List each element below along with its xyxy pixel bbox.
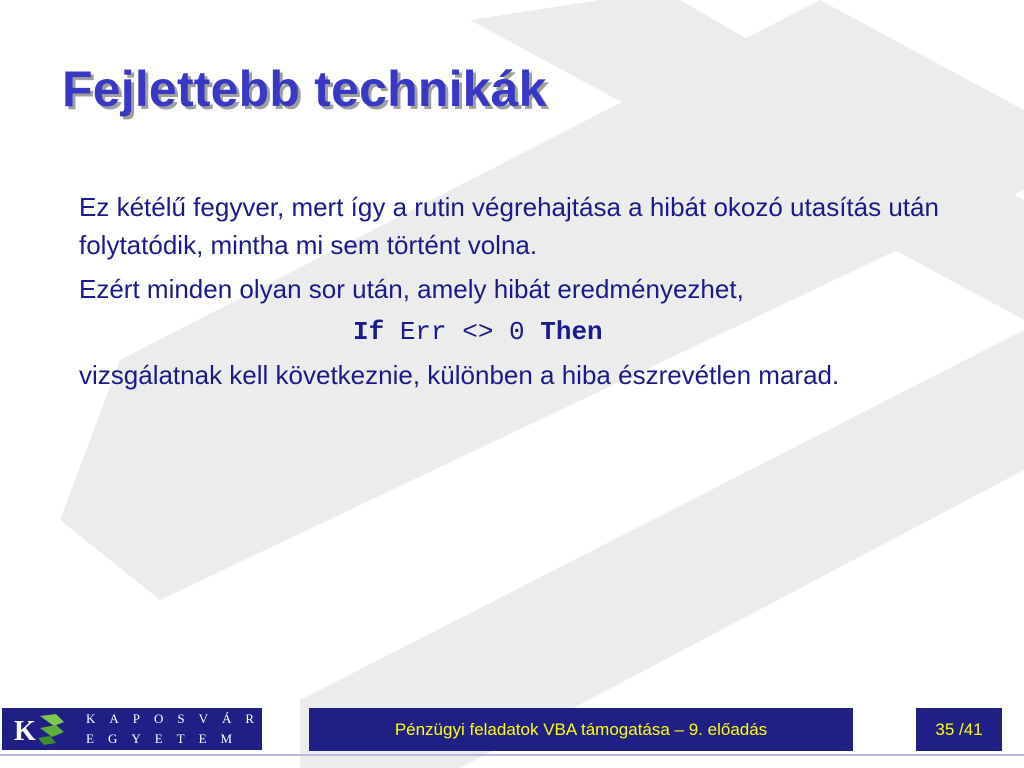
code-expression: Err <> 0 [384,317,541,347]
logo-letter: K [14,716,36,746]
code-keyword-then: Then [540,317,603,347]
body-paragraph-3: vizsgálatnak kell következnie, különben a hiba észrevétlen marad. [79,360,840,390]
footer-divider [0,754,1024,756]
logo-mark-icon [10,712,68,746]
logo-text-kaposvari: KAPOSVÁRI [86,711,287,726]
footer-course-title: Pénzügyi feladatok VBA támogatása – 9. előadás [309,708,853,751]
code-snippet [79,314,979,350]
page-number: 35 /41 [916,708,1002,751]
slide-title: Fejlettebb technikák [62,61,547,117]
body-paragraph-1: Ez kétélű fegyver, mert így a rutin végrehajtása a hibát okozó utasítás után folytatódik, mintha mi sem történt volna. [79,192,939,260]
university-logo [2,708,287,750]
logo-text-egyetem: EGYETEM [86,731,247,746]
body-paragraph-2: Ezért minden olyan sor után, amely hibát eredményezhet, [79,274,744,304]
code-keyword-if: If [353,317,385,347]
slide-body [79,188,979,400]
